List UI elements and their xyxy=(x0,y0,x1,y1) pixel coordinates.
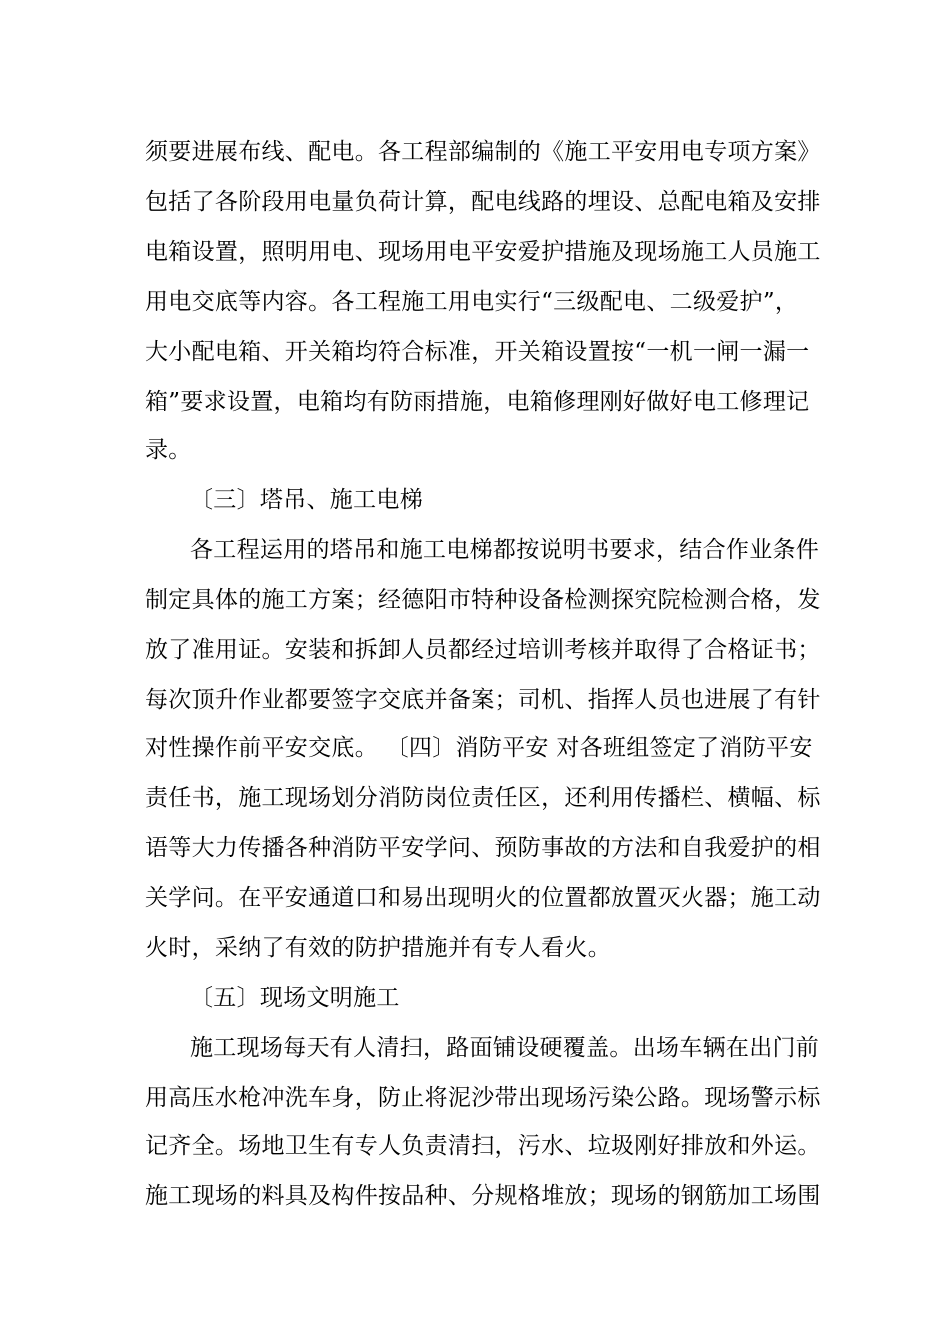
text-line: 箱”要求设置，电箱均有防雨措施，电箱修理刚好做好电工修理记 xyxy=(145,389,810,415)
section-heading: 〔五〕现场文明施工 xyxy=(190,985,400,1011)
text-line: 记齐全。场地卫生有专人负责清扫，污水、垃圾刚好排放和外运。 xyxy=(145,1133,821,1159)
text-line: 施工现场的料具及构件按品种、分规格堆放；现场的钢筋加工场围 xyxy=(145,1183,821,1209)
text-line: 包括了各阶段用电量负荷计算，配电线路的埋设、总配电箱及安排 xyxy=(145,189,821,215)
text-line: 火时，采纳了有效的防护措施并有专人看火。 xyxy=(145,935,611,961)
text-line: 电箱设置，照明用电、现场用电平安爱护措施及现场施工人员施工 xyxy=(145,239,821,265)
text-line: 责任书，施工现场划分消防岗位责任区，还利用传播栏、横幅、标 xyxy=(145,785,821,811)
text-line: 录。 xyxy=(145,437,192,463)
text-line: 各工程运用的塔吊和施工电梯都按说明书要求，结合作业条件 xyxy=(190,537,820,563)
text-line: 制定具体的施工方案；经德阳市特种设备检测探究院检测合格，发 xyxy=(145,587,821,613)
text-line: 施工现场每天有人清扫，路面铺设硬覆盖。出场车辆在出门前 xyxy=(190,1035,820,1061)
text-line: 每次顶升作业都要签字交底并备案；司机、指挥人员也进展了有针 xyxy=(145,687,821,713)
text-line: 用电交底等内容。各工程施工用电实行“三级配电、二级爱护”， xyxy=(145,289,799,315)
section-heading: 〔三〕塔吊、施工电梯 xyxy=(190,487,423,513)
text-line: 关学问。在平安通道口和易出现明火的位置都放置灭火器；施工动 xyxy=(145,885,821,911)
text-line: 放了准用证。安装和拆卸人员都经过培训考核并取得了合格证书； xyxy=(145,637,821,663)
text-line: 用高压水枪冲洗车身，防止将泥沙带出现场污染公路。现场警示标 xyxy=(145,1085,821,1111)
text-line: 对性操作前平安交底。 〔四〕消防平安 对各班组签定了消防平安 xyxy=(145,735,813,761)
text-line: 大小配电箱、开关箱均符合标准，开关箱设置按“一机一闸一漏一 xyxy=(145,339,810,365)
text-line: 须要进展布线、配电。各工程部编制的《施工平安用电专项方案》 xyxy=(145,139,821,165)
text-line: 语等大力传播各种消防平安学问、预防事故的方法和自我爱护的相 xyxy=(145,835,821,861)
